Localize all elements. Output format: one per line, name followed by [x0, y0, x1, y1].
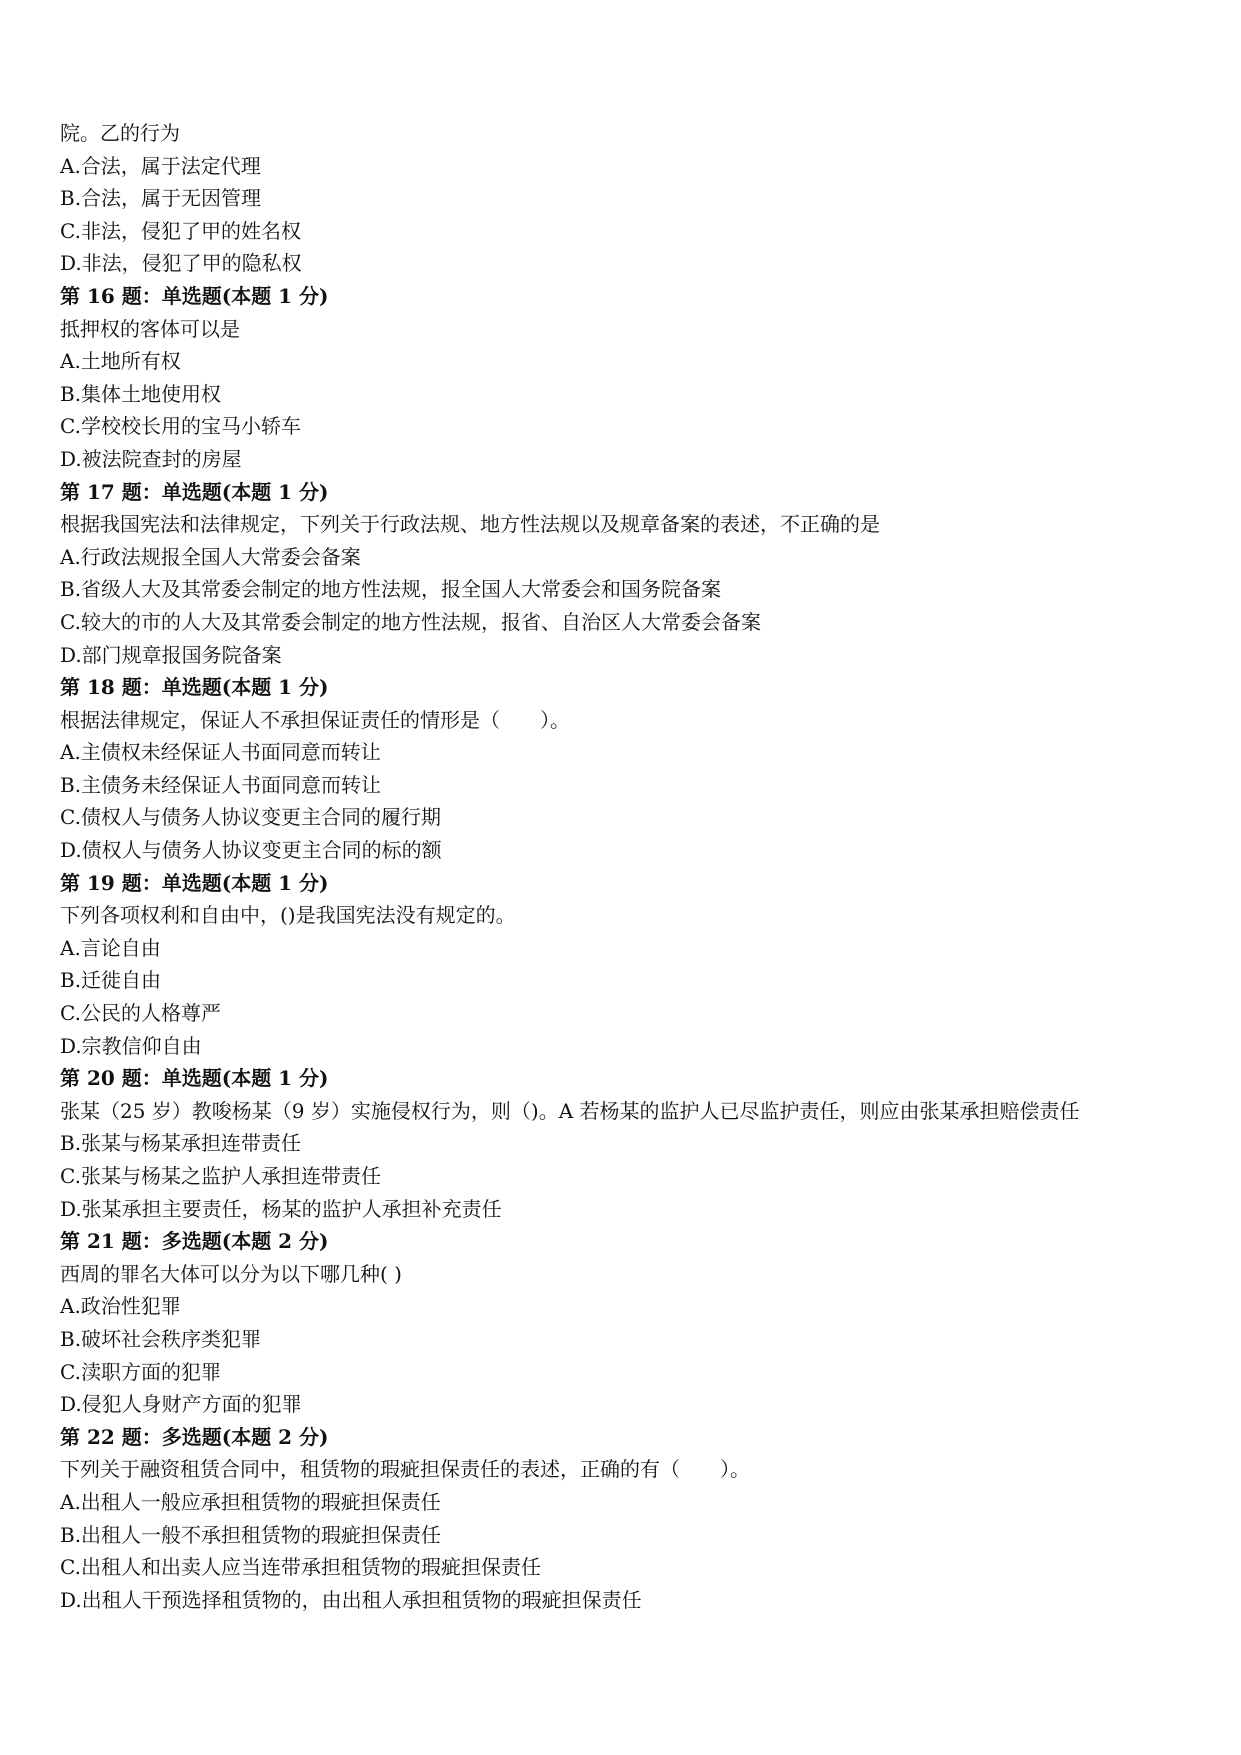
answer-option: D.出租人干预选择租赁物的，由出租人承担租赁物的瑕疵担保责任 [60, 1587, 642, 1612]
answer-option: C.学校校长用的宝马小轿车 [60, 414, 301, 439]
question-text: 张某（25 岁）教唆杨某（9 岁）实施侵权行为，则（)。A 若杨某的监护人已尽监护责任，则应由张某承担赔偿责任 [60, 1098, 1080, 1123]
answer-option: A.出租人一般应承担租赁物的瑕疵担保责任 [60, 1489, 441, 1514]
question-text: 根据我国宪法和法律规定，下列关于行政法规、地方性法规以及规章备案的表述，不正确的是 [60, 512, 880, 537]
question-text: 院。乙的行为 [60, 121, 180, 145]
answer-option: C.较大的市的人大及其常委会制定的地方性法规，报省、自治区人大常委会备案 [60, 609, 761, 634]
answer-option: B.出租人一般不承担租赁物的瑕疵担保责任 [60, 1522, 442, 1547]
answer-option: C.出租人和出卖人应当连带承担租赁物的瑕疵担保责任 [60, 1555, 541, 1580]
answer-option: B.主债务未经保证人书面同意而转让 [60, 772, 382, 797]
answer-option: D.债权人与债务人协议变更主合同的标的额 [60, 838, 442, 863]
answer-option: B.集体土地使用权 [60, 381, 222, 406]
question-text: 下列各项权利和自由中，()是我国宪法没有规定的。 [60, 903, 516, 928]
answer-option: A.土地所有权 [60, 349, 181, 374]
question-text: 西周的罪名大体可以分为以下哪几种( ) [60, 1261, 402, 1286]
question-header: 第 21 题：多选题(本题 2 分) [60, 1229, 329, 1254]
question-header: 第 18 题：单选题(本题 1 分) [60, 675, 329, 700]
question-text: 根据法律规定，保证人不承担保证责任的情形是（ ）。 [60, 707, 570, 732]
answer-option: A.政治性犯罪 [60, 1294, 181, 1319]
answer-option: C.公民的人格尊严 [60, 1001, 221, 1026]
question-header: 第 19 题：单选题(本题 1 分) [60, 870, 329, 895]
question-header: 第 20 题：单选题(本题 1 分) [60, 1066, 329, 1091]
answer-option: D.部门规章报国务院备案 [60, 642, 282, 667]
answer-option: C.非法，侵犯了甲的姓名权 [60, 218, 301, 243]
answer-option: D.被法院查封的房屋 [60, 446, 242, 471]
answer-option: D.宗教信仰自由 [60, 1033, 202, 1058]
answer-option: C.张某与杨某之监护人承担连带责任 [60, 1164, 381, 1188]
question-header: 第 22 题：多选题(本题 2 分) [60, 1424, 329, 1449]
question-header: 第 16 题：单选题(本题 1 分) [60, 283, 329, 308]
question-text: 下列关于融资租赁合同中，租赁物的瑕疵担保责任的表述，正确的有（ ）。 [60, 1457, 750, 1482]
document-body [60, 117, 1210, 1616]
answer-option: B.合法，属于无因管理 [60, 186, 262, 211]
answer-option: A.主债权未经保证人书面同意而转让 [60, 740, 381, 765]
answer-option: B.省级人大及其常委会制定的地方性法规，报全国人大常委会和国务院备案 [60, 577, 722, 602]
answer-option: D.侵犯人身财产方面的犯罪 [60, 1392, 302, 1417]
answer-option: B.张某与杨某承担连带责任 [60, 1131, 302, 1156]
answer-option: D.非法，侵犯了甲的隐私权 [60, 251, 302, 276]
question-header: 第 17 题：单选题(本题 1 分) [60, 479, 329, 504]
answer-option: D.张某承担主要责任，杨某的监护人承担补充责任 [60, 1196, 502, 1221]
answer-option: B.迁徙自由 [60, 968, 162, 993]
answer-option: A.合法，属于法定代理 [60, 153, 261, 178]
answer-option: A.行政法规报全国人大常委会备案 [60, 544, 361, 569]
question-text: 抵押权的客体可以是 [60, 316, 240, 341]
answer-option: A.言论自由 [60, 935, 161, 960]
answer-option: C.渎职方面的犯罪 [60, 1359, 221, 1384]
answer-option: B.破坏社会秩序类犯罪 [60, 1326, 262, 1351]
answer-option: C.债权人与债务人协议变更主合同的履行期 [60, 805, 441, 830]
